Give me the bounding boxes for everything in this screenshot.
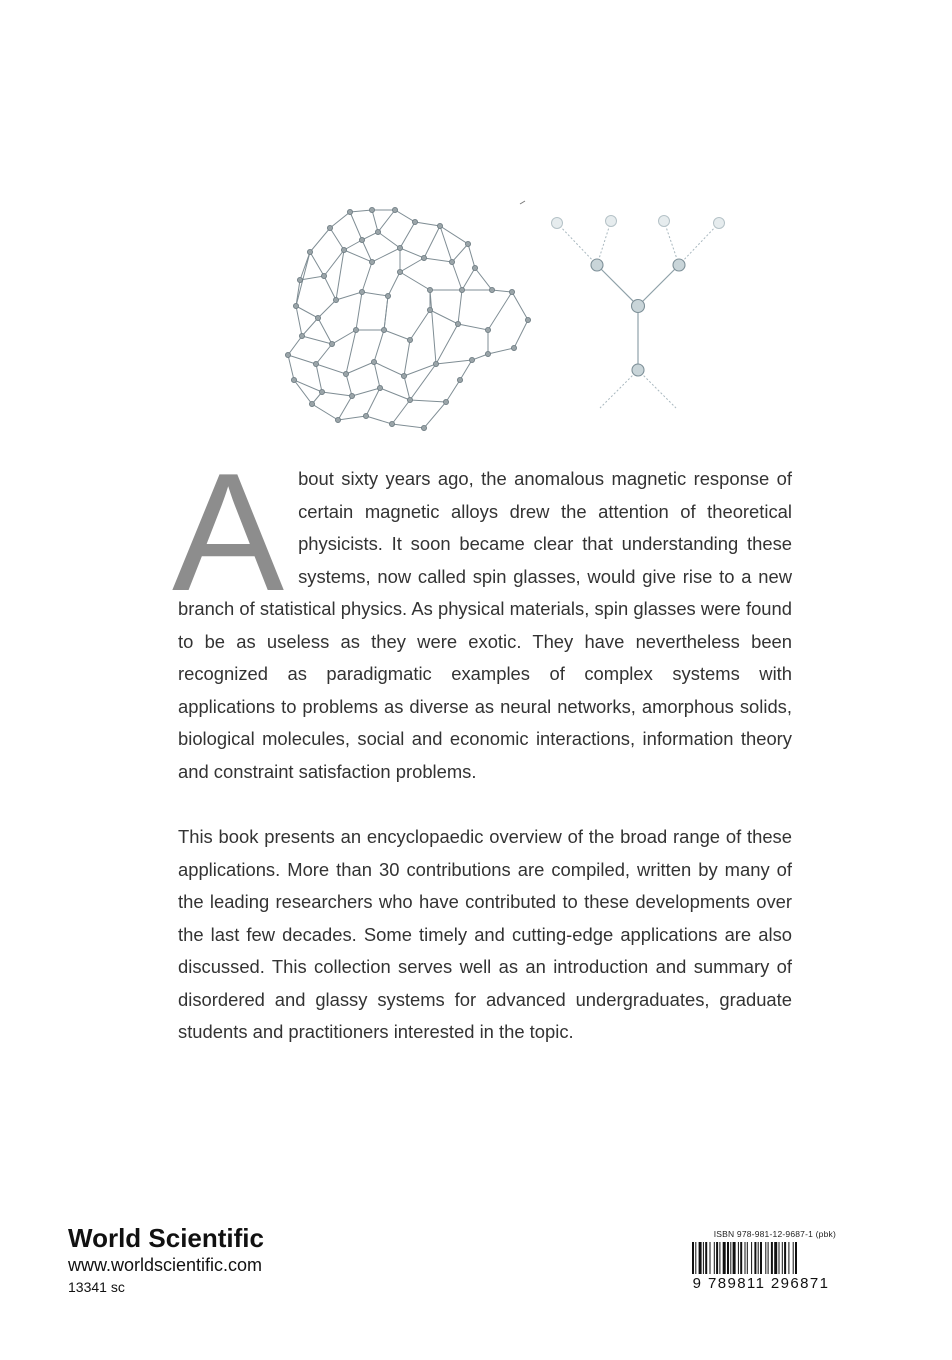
intro-text: bout sixty years ago, the anomalous magnetic response of certain magnetic alloys drew the attention of theoretical physicists. It soon became clear that understanding these systems, now called spin glasses, would give rise to a new branch of statistical physics. As physical materials, spin glasses were found to be as useless as they were exotic. They have nevertheless been recognized as paradigmatic examples of complex systems with applications to problems as diverse as neural networks, amorphous solids, biological molecules, social and economic interactions, information theory and constraint satisfaction problems. (178, 468, 792, 782)
publisher-name: World Scientific (68, 1223, 264, 1253)
publisher-url: www.worldscientific.com (68, 1255, 263, 1275)
random-network-graphic (288, 210, 528, 428)
tree-leaf-node (659, 216, 670, 227)
intro-paragraph (172, 438, 792, 788)
tree-branch-node (673, 259, 685, 271)
tree-root-node (632, 300, 645, 313)
publisher-code: 13341 sc (68, 1279, 125, 1295)
tree-leaf-node (714, 218, 725, 229)
tree-stem-node (632, 364, 644, 376)
drop-cap-letter: A (172, 438, 285, 626)
overview-paragraph: This book presents an encyclopaedic overview of the broad range of these applications. More than 30 contributions are compiled, written by many of the leading researchers who have contributed to these developments over the last few decades. Some timely and cutting-edge applications are also discussed. This collection serves well as an introduction and summary of disordered and glassy systems for advanced undergraduates, graduate students and practitioners interested in the topic. (178, 826, 792, 1042)
tree-leaf-node (606, 216, 617, 227)
tree-branch-node (591, 259, 603, 271)
network-nodes (285, 207, 530, 430)
publisher-block (68, 1222, 264, 1297)
cover-illustration (0, 0, 952, 460)
isbn-label: ISBN 978-981-12-9687-1 (pbk) (713, 1229, 836, 1239)
barcode-digits: 9 789811 296871 (692, 1275, 830, 1292)
tree-leaf-node (552, 218, 563, 229)
barcode-graphic (688, 1242, 834, 1276)
tree-graphic (520, 201, 725, 408)
